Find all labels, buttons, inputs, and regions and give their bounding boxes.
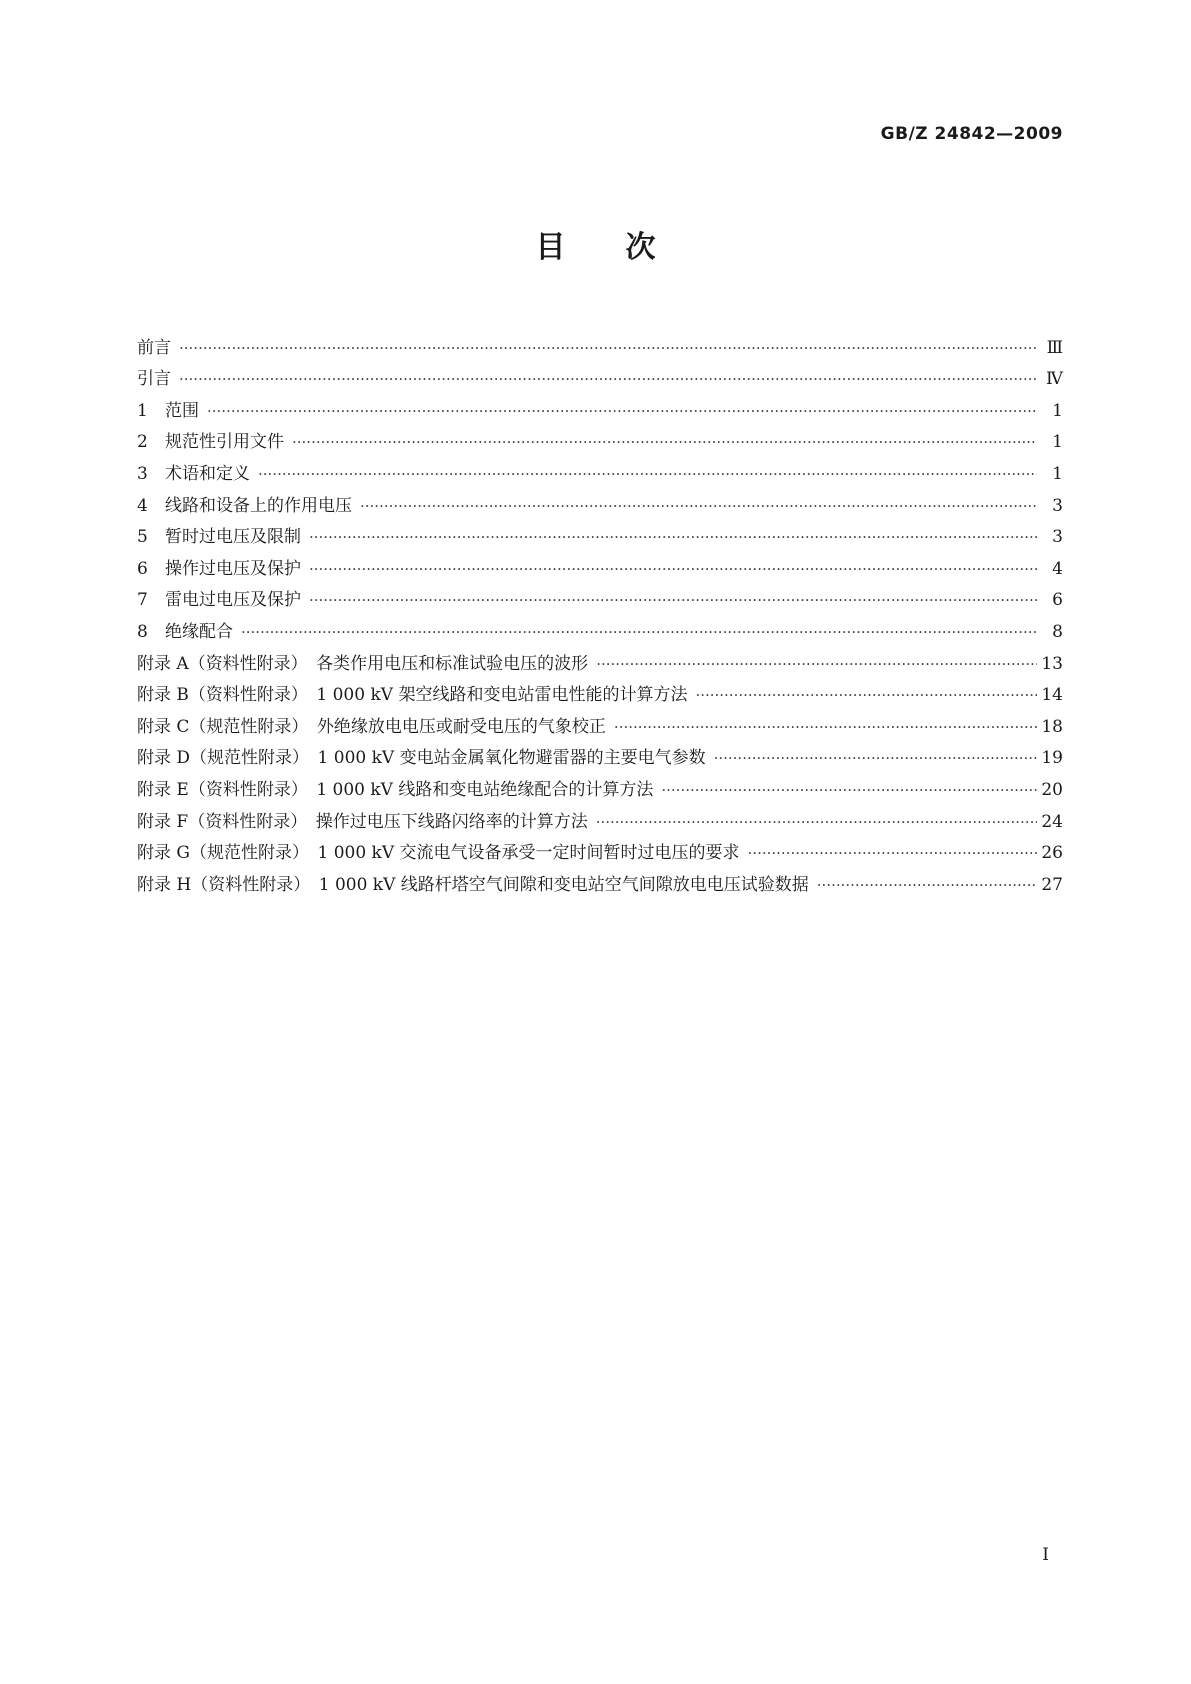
toc-page-number: Ⅲ — [1046, 337, 1063, 358]
toc-section-number: 5 — [137, 527, 148, 548]
toc-dot-leader — [241, 621, 1037, 643]
toc-dot-leader — [309, 526, 1037, 548]
toc-entry-label — [137, 621, 241, 643]
toc-section-number: 7 — [137, 590, 148, 611]
toc-section-title: 术语和定义 — [165, 463, 250, 484]
toc-dot-leader — [179, 368, 1037, 390]
toc-entry-label: 附录 D（规范性附录） 1 000 kV 变电站金属氧化物避雷器的主要电气参数 — [137, 748, 706, 769]
toc-dot-leader — [695, 684, 1037, 706]
toc-dot-leader — [714, 747, 1037, 769]
toc-entry-label — [137, 495, 360, 517]
toc-dot-leader — [309, 589, 1037, 611]
toc-section-title: 操作过电压及保护 — [165, 558, 301, 579]
toc-entry-label — [137, 400, 207, 422]
toc-entry-section-6[interactable] — [137, 548, 1063, 580]
toc-dot-leader — [360, 495, 1037, 517]
toc-page-number: 8 — [1052, 621, 1063, 642]
toc-entry-appendix-h[interactable] — [137, 864, 1063, 896]
toc-page-number: 13 — [1041, 653, 1063, 674]
toc-dot-leader — [207, 400, 1037, 422]
toc-section-number: 4 — [137, 495, 148, 516]
toc-page-number: 1 — [1052, 463, 1063, 484]
toc-section-title: 范围 — [165, 400, 199, 421]
toc-entry-section-5[interactable] — [137, 517, 1063, 549]
toc-entry-label — [137, 526, 309, 548]
toc-dot-leader — [748, 842, 1037, 864]
toc-page-number: 1 — [1052, 400, 1063, 421]
toc-section-number: 3 — [137, 463, 148, 484]
toc-section-number: 1 — [137, 400, 148, 421]
toc-entry-label: 附录 B（资料性附录） 1 000 kV 架空线路和变电站雷电性能的计算方法 — [137, 685, 688, 706]
toc-entry-label: 附录 A（资料性附录） 各类作用电压和标准试验电压的波形 — [137, 653, 589, 674]
page-title: 目次 — [535, 230, 716, 265]
toc-entry-label: 附录 C（规范性附录） 外绝缘放电电压或耐受电压的气象校正 — [137, 716, 606, 737]
toc-entry-label: 前言 — [137, 337, 171, 358]
toc-entry-section-8[interactable] — [137, 611, 1063, 643]
table-of-contents — [137, 327, 1063, 896]
toc-page-number: 6 — [1052, 590, 1063, 611]
toc-entry-section-7[interactable] — [137, 580, 1063, 612]
toc-entry-appendix-e[interactable] — [137, 769, 1063, 801]
toc-section-title: 线路和设备上的作用电压 — [165, 495, 352, 516]
toc-dot-leader — [292, 431, 1037, 453]
toc-entry-label — [137, 589, 309, 611]
toc-page-number: 4 — [1052, 558, 1063, 579]
toc-dot-leader — [614, 716, 1037, 738]
toc-entry-label: 附录 H（资料性附录） 1 000 kV 线路杆塔空气间隙和变电站空气间隙放电电压试验数据 — [137, 874, 809, 895]
toc-entry-label: 附录 F（资料性附录） 操作过电压下线路闪络率的计算方法 — [137, 811, 588, 832]
toc-page-number: 14 — [1041, 685, 1063, 706]
toc-entry-appendix-f[interactable] — [137, 801, 1063, 833]
toc-section-title: 规范性引用文件 — [165, 432, 284, 453]
toc-section-number: 6 — [137, 558, 148, 579]
toc-dot-leader — [258, 463, 1037, 485]
toc-section-title: 雷电过电压及保护 — [165, 590, 301, 611]
toc-page-number: 1 — [1052, 432, 1063, 453]
toc-page-number: 18 — [1041, 716, 1063, 737]
toc-entry-label: 引言 — [137, 369, 171, 390]
toc-entry-section-1[interactable] — [137, 390, 1063, 422]
toc-page-number: 3 — [1052, 495, 1063, 516]
toc-entry-section-3[interactable] — [137, 453, 1063, 485]
toc-entry-label: 附录 G（规范性附录） 1 000 kV 交流电气设备承受一定时间暂时过电压的要求 — [137, 843, 740, 864]
toc-section-number: 2 — [137, 432, 148, 453]
toc-entry-section-2[interactable] — [137, 422, 1063, 454]
toc-entry-section-4[interactable] — [137, 485, 1063, 517]
toc-dot-leader — [661, 779, 1037, 801]
toc-dot-leader — [817, 874, 1037, 896]
toc-entry-appendix-c[interactable] — [137, 706, 1063, 738]
toc-page-number: 20 — [1041, 779, 1063, 800]
toc-dot-leader — [596, 811, 1037, 833]
toc-page-number: 27 — [1041, 874, 1063, 895]
toc-dot-leader — [179, 337, 1037, 359]
toc-entry-label — [137, 463, 258, 485]
toc-page-number: 26 — [1041, 843, 1063, 864]
toc-entry-label — [137, 558, 309, 580]
toc-section-title: 绝缘配合 — [165, 621, 233, 642]
toc-entry-label — [137, 431, 292, 453]
toc-entry-appendix-b[interactable] — [137, 675, 1063, 707]
toc-section-number: 8 — [137, 621, 148, 642]
toc-page-number: 3 — [1052, 527, 1063, 548]
toc-dot-leader — [309, 558, 1037, 580]
toc-entry-appendix-d[interactable] — [137, 738, 1063, 770]
toc-page-number: 24 — [1041, 811, 1063, 832]
standard-number: GB/Z 24842—2009 — [880, 124, 1063, 144]
page-number: I — [1042, 1545, 1049, 1565]
toc-entry-appendix-g[interactable] — [137, 833, 1063, 865]
toc-page-number: 19 — [1041, 748, 1063, 769]
toc-entry-label: 附录 E（资料性附录） 1 000 kV 线路和变电站绝缘配合的计算方法 — [137, 779, 654, 800]
toc-entry-introduction[interactable] — [137, 359, 1063, 391]
toc-entry-foreword[interactable] — [137, 327, 1063, 359]
toc-dot-leader — [596, 653, 1037, 675]
toc-page-number: Ⅳ — [1046, 369, 1063, 390]
toc-entry-appendix-a[interactable] — [137, 643, 1063, 675]
toc-section-title: 暂时过电压及限制 — [165, 527, 301, 548]
